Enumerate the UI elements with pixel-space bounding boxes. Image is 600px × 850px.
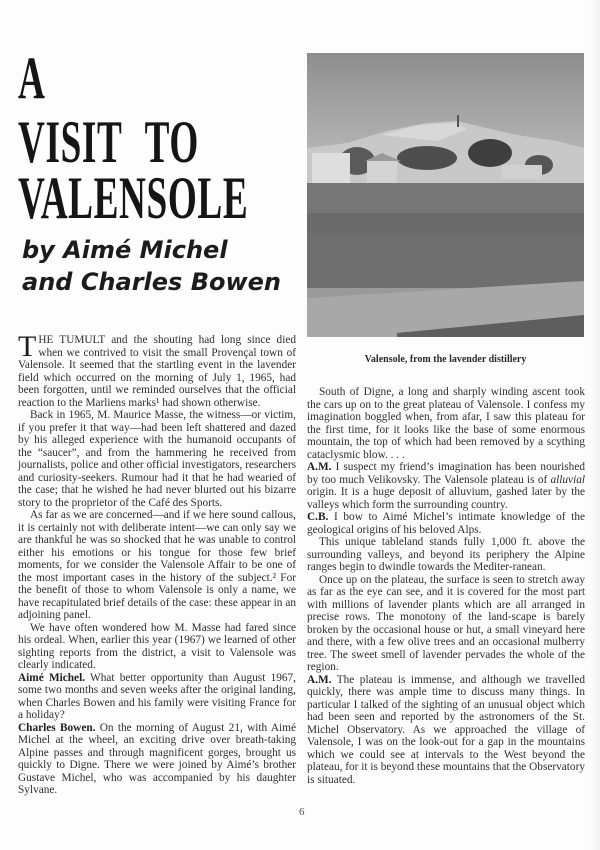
right-column: [307, 386, 585, 786]
paragraph-text: What better opportunity than August 1967, some two months and seven weeks after the original landing, when Charles Bowen and his family were visiting France for a holiday?: [18, 671, 296, 721]
paragraph: Back in 1965, M. Maurice Masse, the witness—or victim, if you prefer it that way—had been left shattered and dazed by his alleged experience with the humanoid occupants of the “saucer”, and from the hammering he received from journalists, police and other official investigators, researchers and curiosity-seekers. Rumour had it that he had wearied of the case; that he wished he had never blurted out his bizarre story to the proprietor of the Café des Sports.: [18, 409, 296, 509]
paragraph: South of Digne, a long and sharply winding ascent took the cars up on to the great plateau of Valensole. I confess my imagination boggled when, from afar, I saw this plateau for the first time, for it looks like the base of some enormous mountain, the top of which had been removed by a scything cataclysmic blow. . . .: [307, 386, 585, 461]
speaker-label: Charles Bowen.: [18, 721, 96, 734]
italic-word: alluvial: [550, 473, 585, 486]
paragraph: [307, 511, 585, 536]
paragraph-text: The plateau is immense, and although we travelled quickly, there was ample time to discuss many things. In particular I talked of the sighting of an unusual object which had been seen and reported by the astronomers of the St. Michel Observatory. As we approached the village of Valensole, I was on the look-out for a gap in the mountains which we could see at intervals to the West beyond the plateau, for it is beyond these mountains that the Observatory is situated.: [307, 673, 585, 786]
paragraph: [18, 672, 296, 722]
page-number: 6: [299, 806, 305, 818]
paragraph: [18, 330, 296, 409]
paragraph: [18, 722, 296, 797]
byline-line: by Aimé Michel: [22, 236, 228, 264]
title-line: A: [18, 45, 46, 111]
paragraph: As far as we are concerned—and if we here sound callous, it is certainly not with deliberate intent—we can only say we are thankful he was so shocked that he was unable to control either his emotions or his tongue for those few brief moments, for we consider the Valensole Affair to be one of the most important cases in the history of the subject.² For the benefit of those to whom Valensole is only a name, we have recapitulated brief details of the case: these appear in an adjoining panel.: [18, 509, 296, 621]
paragraph-text: I suspect my friend’s imagination has been nourished by too much Velikovsky. The Valensole plateau is of: [307, 461, 585, 486]
photo-valensole: [307, 53, 584, 337]
paragraph: [307, 674, 585, 787]
left-column: [18, 330, 296, 797]
paragraph: We have often wondered how M. Masse had fared since his ordeal. When, earlier this year (1967) we learned of other sighting reports from the district, a visit to Valensole was clearly indicated.: [18, 621, 296, 671]
speaker-label: A.M.: [307, 461, 332, 473]
paragraph-text: HE TUMULT and the shouting had long since died when we contrived to visit the small Provençal town of Valensole. It seemed that the startling event in the lavender field which occurred on the morning of July 1, 1965, had been forgotten, until we reminded ourselves that the official reaction to the Marliens marks¹ had shown otherwise.: [18, 334, 296, 409]
page-edge-shadow: [590, 0, 600, 850]
paragraph: This unique tableland stands fully 1,000 ft. above the surrounding valleys, and beyond its periphery the Alpine ranges begin to dwindle towards the Mediter-ranean.: [307, 536, 585, 573]
title-line: VALENSOLE: [18, 165, 249, 231]
speaker-label: Aimé Michel.: [18, 671, 86, 684]
paragraph-text: On the morning of August 21, with Aimé Michel at the wheel, an exciting drive over breath-taking Alpine passes and through magnificent gorges, brought us quickly to Digne. There we were joined by Aimé’s brother Gustave Michel, who was accompanied by his daughter Sylvane.: [18, 721, 296, 796]
speaker-label: A.M.: [307, 673, 332, 686]
drop-cap: T: [18, 330, 37, 363]
paragraph: [307, 461, 585, 511]
speaker-label: C.B.: [307, 511, 329, 523]
paragraph-text: origin. It is a huge deposit of alluvium, gashed later by the valleys which form the surrounding country.: [307, 486, 585, 511]
photo-illustration: [307, 53, 584, 337]
byline-line: and Charles Bowen: [22, 268, 282, 296]
byline: [22, 234, 281, 298]
paragraph-text: I bow to Aimé Michel’s intimate knowledge of the geological origins of his beloved Alps.: [307, 511, 585, 536]
title-line: VISIT TO: [18, 109, 199, 175]
photo-caption: Valensole, from the lavender distillery: [364, 354, 527, 365]
paragraph: Once up on the plateau, the surface is seen to stretch away as far as the eye can see, and it is covered for the most part with millions of lavender plants which are all arranged in precise rows. The monotony of the land-scape is barely broken by the occasional house or hut, a small vineyard here and there, with a few olive trees and an occasional mulberry tree. The sweet smell of lavender pervades the whole of the region.: [307, 573, 585, 673]
